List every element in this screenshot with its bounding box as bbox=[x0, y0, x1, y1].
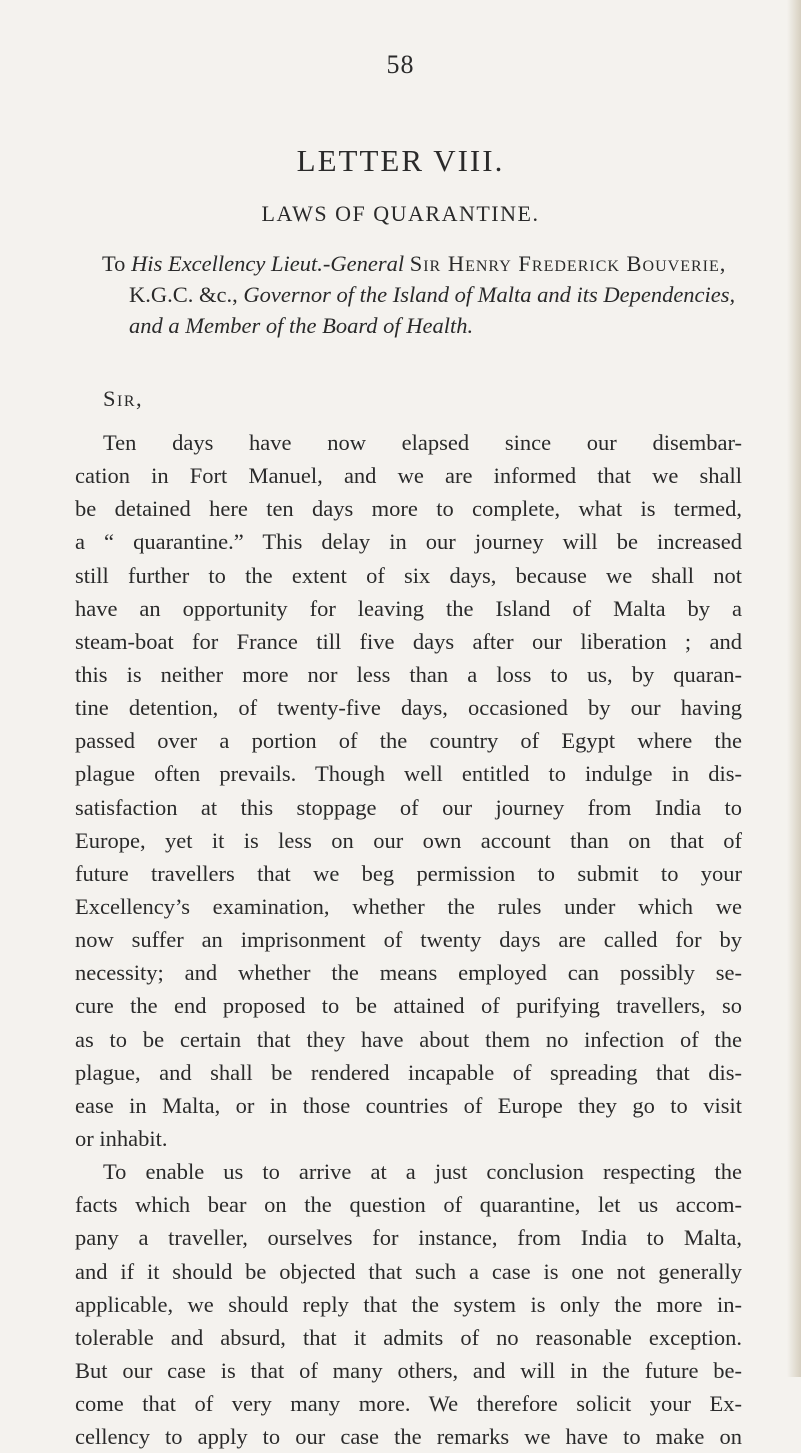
letter-subheading: LAWS OF QUARANTINE. bbox=[261, 201, 540, 226]
letter-address bbox=[102, 248, 742, 341]
body-line: this is neither more nor less than a loss to us, by quaran- bbox=[75, 661, 742, 687]
body-line: facts which bear on the question of quarantine, let us accom- bbox=[75, 1192, 742, 1218]
salutation: Sir, bbox=[103, 386, 144, 411]
body-line: But our case is that of many others, and will in the future be- bbox=[75, 1357, 742, 1383]
letter-body bbox=[75, 426, 742, 1453]
body-line: tolerable and absurd, that it admits of no reasonable exception. bbox=[75, 1324, 742, 1350]
address-honours: K.G.C. &c., bbox=[129, 282, 238, 307]
body-line: tine detention, of twenty-five days, occasioned by our having bbox=[75, 695, 742, 721]
body-line: future travellers that we beg permission to submit to your bbox=[75, 860, 742, 886]
address-to: To bbox=[102, 251, 126, 276]
body-line: and if it should be objected that such a case is one not generally bbox=[75, 1258, 742, 1284]
body-line: pany a traveller, ourselves for instance, from India to Malta, bbox=[75, 1225, 742, 1251]
body-line: cation in Fort Manuel, and we are informed that we shall bbox=[75, 463, 742, 489]
body-line: as to be certain that they have about them no infection of the bbox=[75, 1026, 742, 1052]
body-line: Ten days have now elapsed since our disembar- bbox=[103, 430, 742, 455]
body-line: now suffer an imprisonment of twenty days are called for by bbox=[75, 927, 742, 953]
address-his-excellency: His Excellency bbox=[131, 251, 266, 276]
body-line: be detained here ten days more to complete, what is termed, bbox=[75, 496, 742, 522]
body-line: plague often prevails. Though well entitled to indulge in dis- bbox=[75, 761, 742, 787]
body-line: plague, and shall be rendered incapable of spreading that dis- bbox=[75, 1059, 742, 1085]
body-line: necessity; and whether the means employed can possibly se- bbox=[75, 960, 742, 986]
address-name: Sir Henry Frederick Bouverie, bbox=[409, 251, 727, 276]
body-line: have an opportunity for leaving the Island of Malta by a bbox=[75, 595, 742, 621]
body-line: cure the end proposed to be attained of purifying travellers, so bbox=[75, 993, 742, 1019]
body-line: To enable us to arrive at a just conclusion respecting the bbox=[103, 1159, 742, 1185]
letter-heading: LETTER VIII. bbox=[296, 143, 505, 178]
address-rank: Lieut.-General bbox=[270, 251, 405, 276]
body-line: Excellency’s examination, whether the rules under which we bbox=[75, 893, 742, 919]
body-line: still further to the extent of six days, because we shall not bbox=[75, 562, 742, 588]
body-line: cellency to apply to our case the remarks we have to make on bbox=[75, 1424, 742, 1450]
page-number: 58 bbox=[386, 50, 415, 79]
body-line: Europe, yet it is less on our own account than on that of bbox=[75, 827, 742, 853]
body-line: a “ quarantine.” This delay in our journey will be increased bbox=[75, 529, 742, 555]
body-line: applicable, we should reply that the system is only the more in- bbox=[75, 1291, 742, 1317]
body-line: or inhabit. bbox=[75, 1125, 168, 1151]
body-line: satisfaction at this stoppage of our journey from India to bbox=[75, 794, 742, 820]
body-line: come that of very many more. We therefore solicit your Ex- bbox=[75, 1391, 742, 1417]
address-governor: Governor of the Island of Malta and its Dependencies, and a Member of the Board of Health. bbox=[129, 282, 736, 338]
body-line: steam-boat for France till five days after our liberation ; and bbox=[75, 628, 742, 654]
body-line: passed over a portion of the country of Egypt where the bbox=[75, 728, 742, 754]
body-line: ease in Malta, or in those countries of Europe they go to visit bbox=[75, 1092, 742, 1118]
